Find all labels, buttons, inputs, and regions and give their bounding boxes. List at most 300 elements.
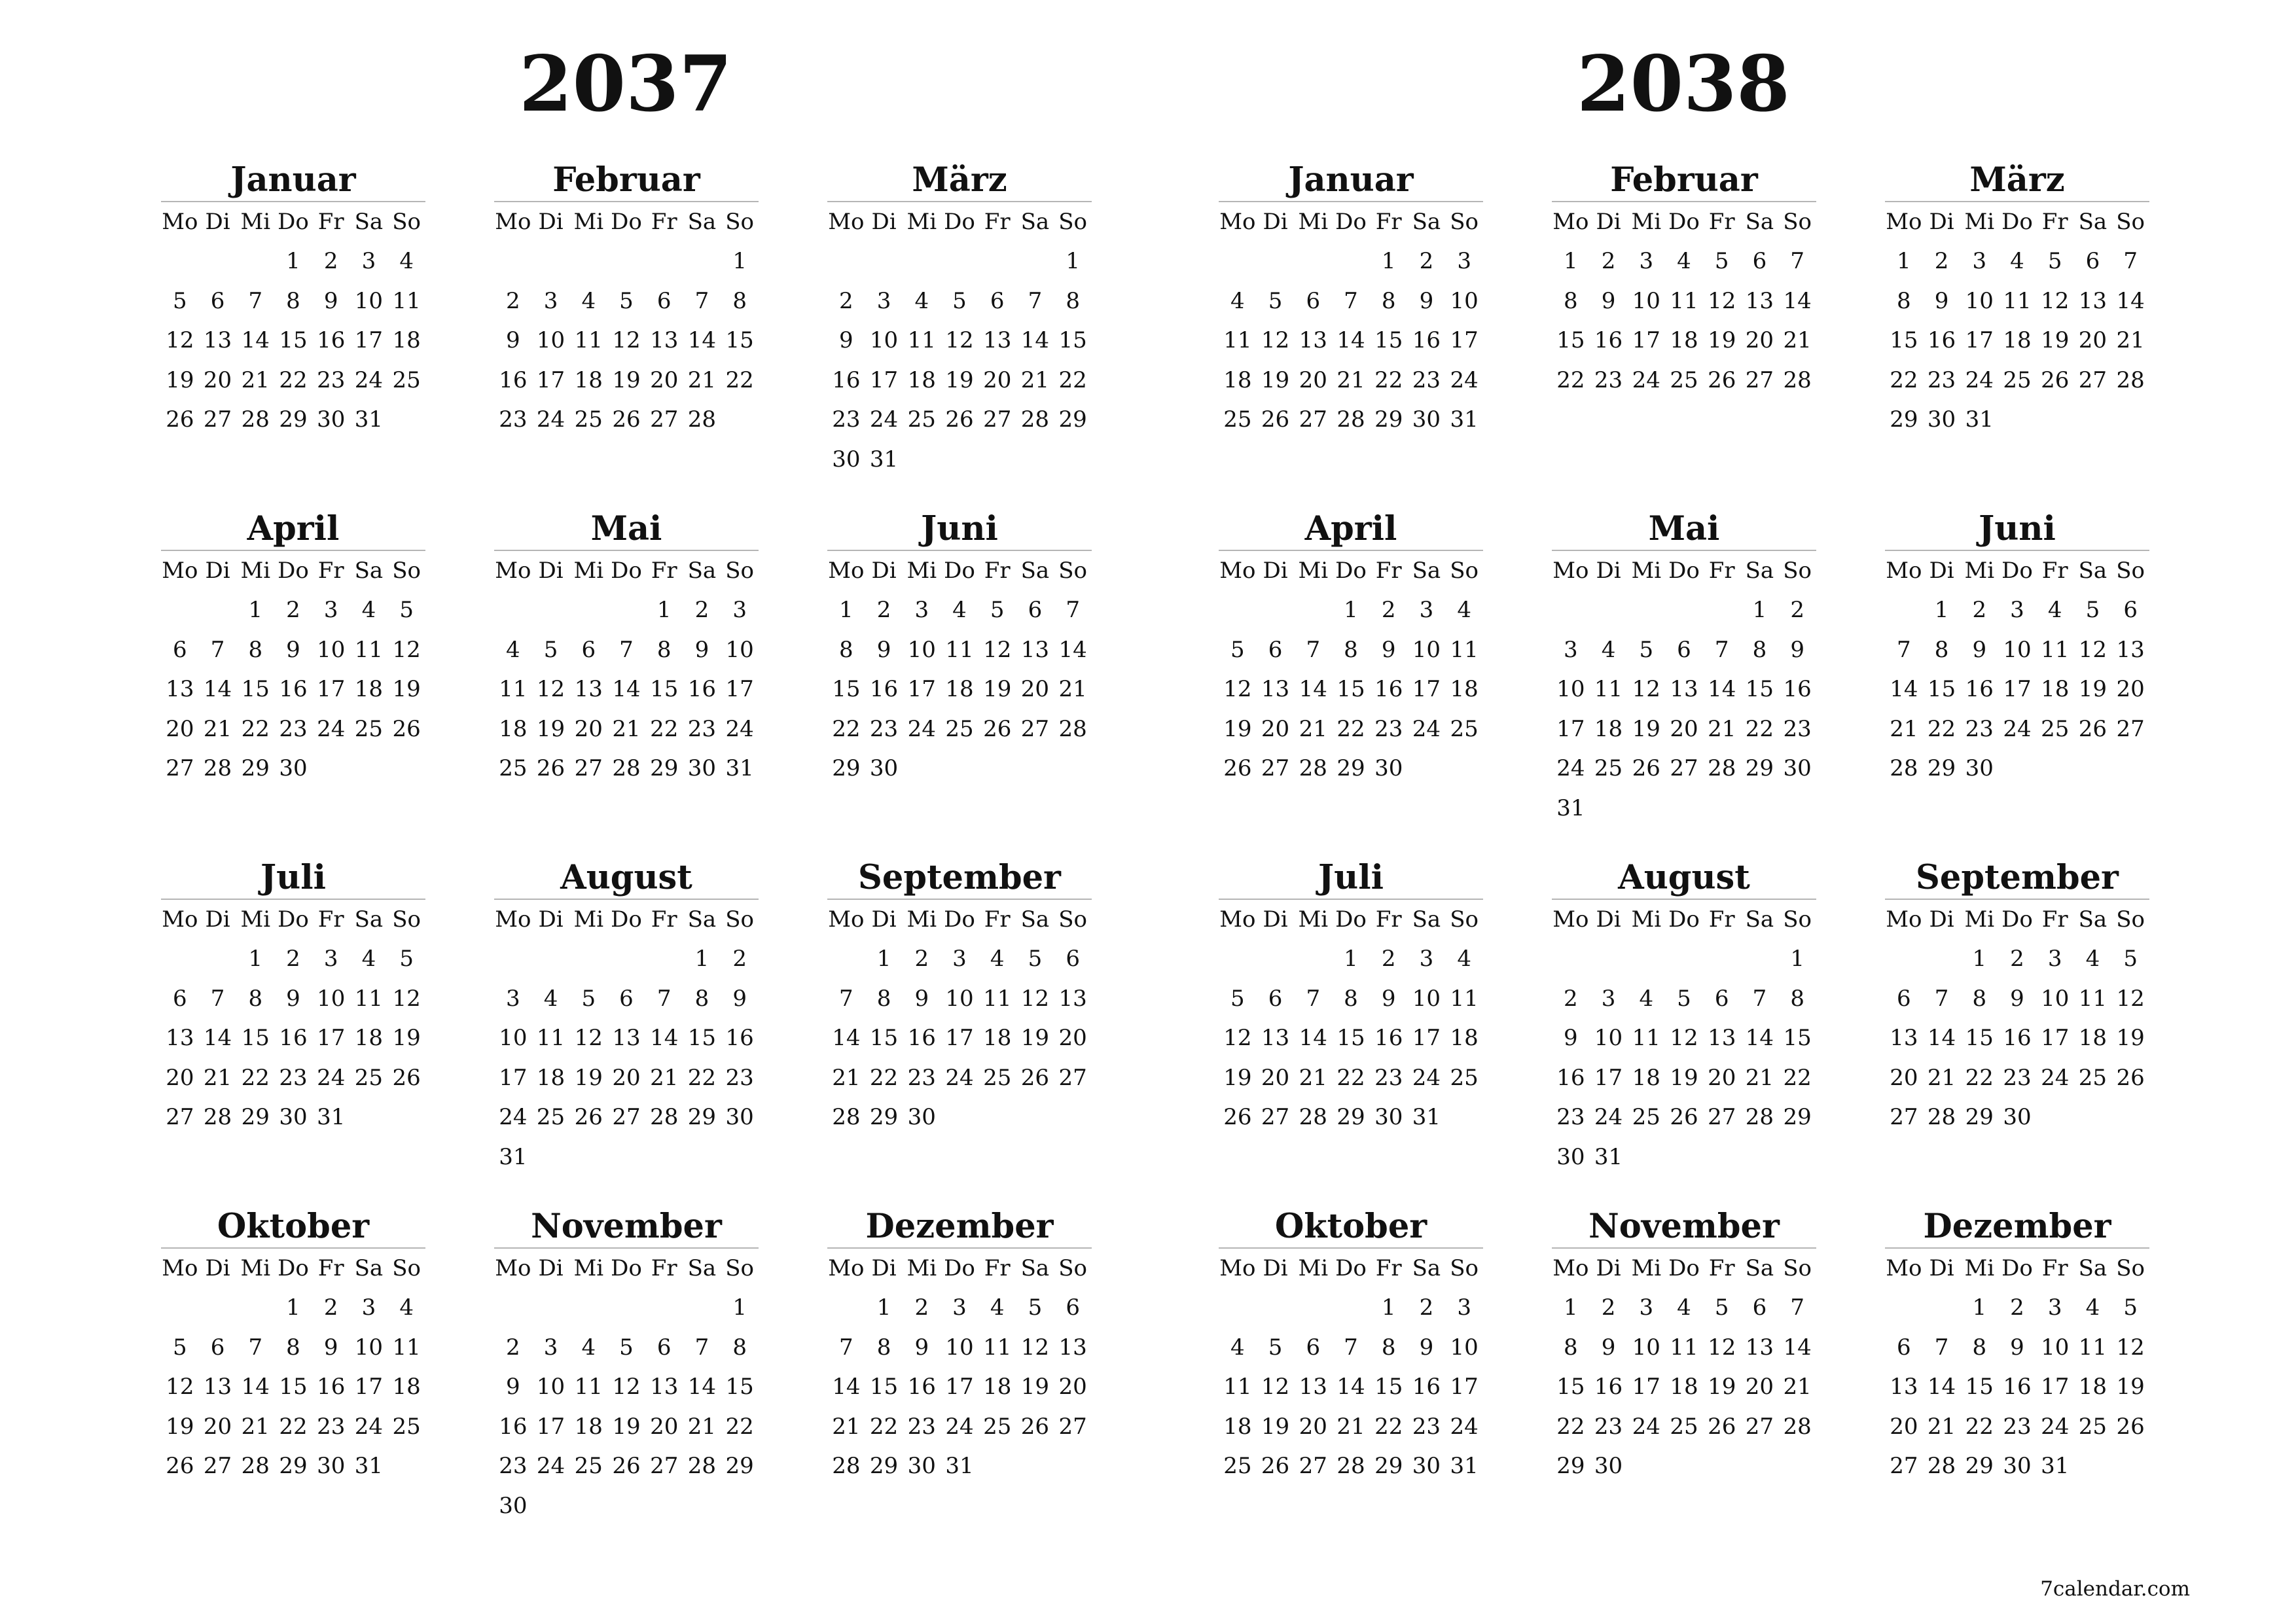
day-cell	[161, 241, 199, 281]
day-cell: 7	[1752, 985, 1767, 1012]
day-cell: 17	[1632, 1374, 1660, 1400]
day-cell: 14	[203, 1025, 232, 1051]
day-cell: 25	[354, 1064, 384, 1091]
week-row	[494, 1486, 759, 1526]
day-cell: 1	[248, 946, 263, 972]
day-cell: 20	[1058, 1374, 1087, 1400]
month-block	[1552, 509, 1816, 828]
day-cell: 31	[1450, 1453, 1479, 1479]
day-cell: 31	[1556, 794, 1585, 821]
weekday-label: Di	[871, 906, 897, 933]
week-row	[1552, 749, 1816, 789]
weekday-header	[1219, 551, 1483, 590]
day-cell: 15	[279, 1374, 308, 1400]
day-cell: 11	[574, 327, 603, 353]
weekday-label: Mo	[828, 1255, 865, 1281]
day-cell	[941, 440, 978, 480]
week-row	[1552, 281, 1816, 321]
day-cell: 5	[619, 287, 634, 314]
day-cell: 11	[2078, 1334, 2108, 1361]
day-cell: 30	[1374, 755, 1403, 781]
day-cell: 17	[2041, 1374, 2070, 1400]
week-row	[827, 400, 1092, 440]
day-cell: 12	[1708, 1334, 1736, 1361]
day-cell: 4	[914, 287, 929, 314]
day-cell	[1552, 590, 1590, 630]
day-cell	[1294, 1288, 1332, 1328]
day-cell: 26	[1223, 755, 1252, 781]
day-cell: 10	[354, 287, 384, 314]
day-cell: 31	[317, 1104, 346, 1130]
day-cell: 20	[1058, 1025, 1087, 1051]
day-cell: 6	[619, 985, 634, 1012]
day-cell: 16	[317, 1374, 346, 1400]
month-name: Mai	[494, 509, 759, 551]
day-cell	[494, 939, 532, 979]
week-row	[827, 1407, 1092, 1447]
day-cell: 12	[392, 985, 421, 1012]
month-name: Januar	[1219, 160, 1483, 202]
week-row	[1885, 590, 2149, 630]
day-cell: 2	[1381, 597, 1396, 623]
day-cell	[569, 1288, 607, 1328]
day-cell: 18	[2078, 1374, 2108, 1400]
day-cell: 10	[1594, 1025, 1623, 1051]
day-cell	[721, 400, 759, 440]
day-cell: 5	[1028, 946, 1043, 972]
weekday-label: Sa	[354, 209, 384, 235]
day-cell: 7	[839, 1334, 853, 1361]
day-cell: 27	[1890, 1104, 1918, 1130]
weekday-label: Di	[205, 209, 230, 235]
day-cell: 4	[990, 1294, 1005, 1321]
day-cell: 20	[166, 1064, 194, 1091]
week-row	[1552, 669, 1816, 709]
day-cell: 13	[650, 327, 679, 353]
day-cell: 29	[279, 406, 308, 433]
day-cell: 4	[990, 946, 1005, 972]
day-cell: 12	[1223, 676, 1252, 702]
day-cell: 20	[1745, 327, 1774, 353]
day-cell: 12	[1020, 1334, 1050, 1361]
day-cell: 3	[1972, 248, 1987, 274]
day-cell: 25	[1632, 1104, 1660, 1130]
day-cell: 6	[1677, 636, 1691, 663]
day-cell: 29	[1745, 755, 1774, 781]
month-name: Oktober	[161, 1207, 425, 1249]
day-cell: 5	[2123, 946, 2138, 972]
day-cell: 24	[945, 1413, 974, 1440]
day-cell: 24	[1965, 366, 1994, 393]
month-name: Juni	[827, 509, 1092, 551]
weekday-label: Di	[871, 1255, 897, 1281]
weekday-label: So	[1450, 209, 1479, 235]
day-cell: 24	[725, 715, 754, 742]
day-cell	[532, 1486, 570, 1526]
day-cell	[2036, 1097, 2074, 1137]
month-block	[1885, 1207, 2149, 1486]
day-cell: 11	[1223, 327, 1252, 353]
day-cell: 23	[499, 406, 528, 433]
weekday-label: Di	[1596, 209, 1621, 235]
day-cell: 24	[1556, 755, 1585, 781]
day-cell: 25	[536, 1104, 565, 1130]
day-cell: 28	[1708, 755, 1736, 781]
day-cell: 26	[1632, 755, 1660, 781]
day-cell: 26	[612, 406, 641, 433]
day-cell: 22	[241, 715, 270, 742]
month-block	[1219, 858, 1483, 1137]
weekday-label: Do	[944, 558, 975, 584]
day-cell: 22	[832, 715, 861, 742]
day-cell: 14	[1927, 1025, 1956, 1051]
day-cell: 19	[166, 1413, 194, 1440]
day-cell: 4	[1457, 946, 1471, 972]
day-cell: 23	[907, 1064, 936, 1091]
weekday-label: Mo	[495, 906, 531, 933]
day-cell: 14	[1020, 327, 1050, 353]
day-cell: 24	[1632, 366, 1660, 393]
day-cell: 5	[1230, 636, 1245, 663]
day-cell: 22	[869, 1413, 899, 1440]
day-cell: 31	[1450, 406, 1479, 433]
day-cell: 15	[1745, 676, 1774, 702]
day-cell: 21	[203, 1064, 232, 1091]
day-cell: 23	[869, 715, 899, 742]
day-cell: 1	[876, 946, 891, 972]
day-cell: 12	[2116, 1334, 2145, 1361]
week-row	[827, 440, 1092, 480]
day-cell	[2036, 400, 2074, 440]
week-row	[827, 361, 1092, 401]
day-cell: 25	[1450, 715, 1479, 742]
day-cell: 24	[907, 715, 936, 742]
day-cell: 12	[1261, 327, 1290, 353]
day-cell: 12	[536, 676, 565, 702]
day-cell: 4	[1677, 248, 1691, 274]
weekday-label: Do	[278, 558, 309, 584]
day-cell: 20	[1890, 1413, 1918, 1440]
day-cell: 30	[2003, 1104, 2032, 1130]
day-cell	[1703, 939, 1741, 979]
day-cell: 26	[1020, 1413, 1050, 1440]
week-row	[161, 1328, 425, 1368]
weekday-label: So	[392, 558, 422, 584]
day-cell	[827, 939, 865, 979]
weekday-header	[827, 202, 1092, 241]
weekday-label: Do	[1668, 558, 1700, 584]
weekday-label: Sa	[1745, 906, 1774, 933]
week-row	[827, 1446, 1092, 1486]
day-cell	[1627, 1446, 1665, 1486]
day-cell	[569, 939, 607, 979]
week-row	[1552, 1137, 1816, 1177]
day-cell: 7	[1934, 985, 1949, 1012]
day-cell: 24	[1450, 366, 1479, 393]
month-block	[494, 1207, 759, 1525]
day-cell: 25	[983, 1413, 1012, 1440]
day-cell: 14	[687, 1374, 717, 1400]
day-cell: 28	[1783, 1413, 1812, 1440]
week-row	[1219, 400, 1483, 440]
day-cell	[978, 1097, 1016, 1137]
weekday-label: So	[1783, 209, 1812, 235]
weekday-header	[1552, 551, 1816, 590]
weekday-header	[494, 900, 759, 939]
weekday-label: So	[725, 209, 755, 235]
day-cell: 13	[203, 1374, 232, 1400]
day-cell: 23	[687, 715, 717, 742]
day-cell: 24	[1632, 1413, 1660, 1440]
day-cell: 28	[1020, 406, 1050, 433]
day-cell: 16	[1783, 676, 1812, 702]
weekday-label: Sa	[2078, 1255, 2108, 1281]
day-cell: 8	[1344, 985, 1358, 1012]
day-cell: 9	[506, 327, 520, 353]
week-row	[161, 281, 425, 321]
day-cell: 4	[1230, 1334, 1245, 1361]
day-cell: 2	[323, 248, 338, 274]
day-cell: 21	[687, 1413, 717, 1440]
day-cell: 12	[2041, 287, 2070, 314]
day-cell	[2074, 400, 2112, 440]
week-row	[827, 590, 1092, 630]
day-cell: 19	[1223, 715, 1252, 742]
day-cell: 26	[1020, 1064, 1050, 1091]
week-row	[827, 669, 1092, 709]
day-cell: 7	[1344, 1334, 1358, 1361]
day-cell	[1998, 749, 2036, 789]
day-cell: 15	[1783, 1025, 1812, 1051]
day-cell: 10	[1632, 287, 1660, 314]
day-cell: 24	[536, 406, 565, 433]
day-cell: 27	[1890, 1453, 1918, 1479]
day-cell: 25	[499, 755, 528, 781]
day-cell: 5	[1230, 985, 1245, 1012]
weekday-label: Do	[944, 1255, 975, 1281]
weekday-label: Fr	[651, 1255, 677, 1281]
weekday-label: Mo	[1219, 558, 1256, 584]
weekday-label: So	[1450, 906, 1479, 933]
day-cell: 28	[1336, 406, 1365, 433]
weekday-label: Mi	[1298, 906, 1329, 933]
day-cell: 23	[1374, 1064, 1403, 1091]
day-cell: 30	[687, 755, 717, 781]
day-cell: 3	[1457, 1294, 1471, 1321]
day-cell: 10	[2003, 636, 2032, 663]
day-cell: 11	[2041, 636, 2070, 663]
day-cell: 2	[506, 287, 520, 314]
day-cell: 28	[203, 1104, 232, 1130]
day-cell: 2	[694, 597, 709, 623]
day-cell: 5	[399, 946, 414, 972]
day-cell: 8	[1790, 985, 1804, 1012]
day-cell: 8	[1564, 287, 1578, 314]
day-cell: 24	[317, 1064, 346, 1091]
day-cell: 9	[1419, 1334, 1434, 1361]
weekday-header	[1552, 1249, 1816, 1288]
day-cell: 27	[1745, 366, 1774, 393]
day-cell: 17	[907, 676, 936, 702]
day-cell: 22	[1890, 366, 1918, 393]
weekday-label: Fr	[2041, 906, 2068, 933]
day-cell: 7	[248, 1334, 263, 1361]
weekday-header	[1219, 1249, 1483, 1288]
weekday-label: Mi	[1298, 1255, 1329, 1281]
week-row	[827, 1018, 1092, 1058]
day-cell: 2	[1790, 597, 1804, 623]
day-cell	[1219, 590, 1257, 630]
weekday-header	[494, 202, 759, 241]
day-cell: 11	[574, 1374, 603, 1400]
day-cell: 28	[203, 755, 232, 781]
weekday-header	[161, 900, 425, 939]
weekday-label: Sa	[1745, 558, 1774, 584]
day-cell: 11	[1450, 985, 1479, 1012]
day-cell: 23	[1927, 366, 1956, 393]
weekday-header	[1885, 202, 2149, 241]
day-cell	[1257, 1288, 1295, 1328]
week-row	[1552, 789, 1816, 829]
day-cell: 9	[1934, 287, 1949, 314]
weekday-label: Sa	[2078, 906, 2108, 933]
day-cell	[941, 1097, 978, 1137]
day-cell: 29	[1783, 1104, 1812, 1130]
day-cell: 11	[1450, 636, 1479, 663]
day-cell: 16	[1965, 676, 1994, 702]
day-cell: 4	[1457, 597, 1471, 623]
week-row	[494, 709, 759, 749]
day-cell: 11	[536, 1025, 565, 1051]
day-cell: 13	[166, 1025, 194, 1051]
day-cell: 16	[1374, 1025, 1403, 1051]
day-cell: 22	[1745, 715, 1774, 742]
day-cell: 30	[499, 1492, 528, 1519]
day-cell: 28	[832, 1453, 861, 1479]
day-cell: 19	[945, 366, 974, 393]
week-row	[1552, 1018, 1816, 1058]
week-row	[1552, 590, 1816, 630]
day-cell: 18	[983, 1025, 1012, 1051]
day-cell: 15	[1927, 676, 1956, 702]
week-row	[827, 979, 1092, 1019]
day-cell	[569, 1486, 607, 1526]
day-cell: 15	[1336, 676, 1365, 702]
weekday-label: Di	[1929, 1255, 1954, 1281]
week-row	[1219, 939, 1483, 979]
day-cell: 29	[832, 755, 861, 781]
week-row	[827, 1367, 1092, 1407]
day-cell: 11	[392, 287, 421, 314]
day-cell	[1590, 939, 1628, 979]
weekday-header	[1885, 900, 2149, 939]
weekday-label: So	[725, 558, 755, 584]
day-cell: 21	[1783, 1374, 1812, 1400]
day-cell: 6	[1306, 1334, 1321, 1361]
day-cell: 17	[869, 366, 899, 393]
day-cell: 15	[241, 676, 270, 702]
day-cell: 2	[286, 946, 300, 972]
week-row	[1219, 590, 1483, 630]
year-title: 2038	[1577, 39, 1790, 129]
weekday-label: Sa	[2078, 558, 2108, 584]
weekday-label: Sa	[1020, 209, 1050, 235]
weekday-label: Do	[2001, 906, 2033, 933]
day-cell: 28	[241, 406, 270, 433]
day-cell: 12	[1020, 985, 1050, 1012]
day-cell: 13	[1261, 676, 1290, 702]
day-cell: 20	[650, 1413, 679, 1440]
weekday-header	[161, 551, 425, 590]
week-row	[494, 1288, 759, 1328]
weekday-label: Mo	[1552, 209, 1589, 235]
day-cell: 22	[1927, 715, 1956, 742]
week-row	[827, 1097, 1092, 1137]
day-cell: 3	[1564, 636, 1578, 663]
day-cell: 18	[1670, 327, 1698, 353]
week-row	[1552, 1446, 1816, 1486]
day-cell: 28	[1890, 755, 1918, 781]
day-cell: 17	[536, 366, 565, 393]
day-cell: 26	[612, 1453, 641, 1479]
day-cell: 1	[732, 248, 747, 274]
day-cell: 3	[952, 946, 967, 972]
day-cell: 1	[876, 1294, 891, 1321]
week-row	[494, 361, 759, 401]
week-row	[1219, 1018, 1483, 1058]
day-cell: 5	[173, 1334, 187, 1361]
day-cell: 30	[1927, 406, 1956, 433]
weekday-label: Fr	[2041, 209, 2068, 235]
day-cell	[721, 1486, 759, 1526]
day-cell: 21	[832, 1413, 861, 1440]
weekday-label: Mo	[1552, 558, 1589, 584]
day-cell: 17	[2041, 1025, 2070, 1051]
week-row	[494, 1058, 759, 1098]
day-cell: 6	[1268, 985, 1283, 1012]
day-cell: 21	[612, 715, 641, 742]
day-cell: 3	[2047, 946, 2062, 972]
day-cell: 13	[1670, 676, 1698, 702]
day-cell: 17	[1594, 1064, 1623, 1091]
day-cell: 15	[725, 327, 754, 353]
day-cell: 18	[1450, 676, 1479, 702]
day-cell	[1741, 939, 1779, 979]
day-cell: 5	[1028, 1294, 1043, 1321]
month-block	[1885, 509, 2149, 789]
day-cell: 27	[1058, 1064, 1087, 1091]
day-cell	[827, 1288, 865, 1328]
week-row	[1885, 630, 2149, 670]
day-cell: 17	[945, 1374, 974, 1400]
week-row	[1219, 1097, 1483, 1137]
day-cell: 16	[317, 327, 346, 353]
day-cell: 11	[1670, 287, 1698, 314]
weekday-label: Do	[1335, 906, 1367, 933]
weekday-label: Mo	[162, 1255, 198, 1281]
weekday-label: Di	[1596, 1255, 1621, 1281]
day-cell	[532, 1288, 570, 1328]
weekday-label: Sa	[1412, 558, 1441, 584]
month-name: November	[1552, 1207, 1816, 1249]
day-cell: 18	[1450, 1025, 1479, 1051]
day-cell: 16	[2003, 1374, 2032, 1400]
week-row	[161, 1446, 425, 1486]
day-cell: 13	[983, 327, 1012, 353]
day-cell	[1665, 789, 1703, 829]
day-cell: 31	[354, 406, 384, 433]
day-cell: 15	[1556, 327, 1585, 353]
